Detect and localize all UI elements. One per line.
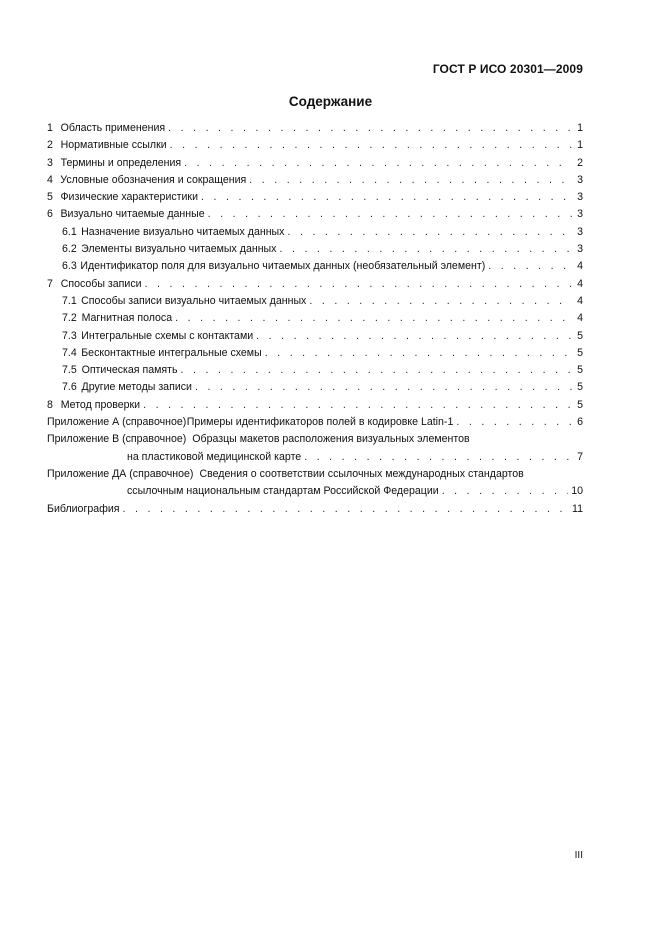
toc-label: Магнитная полоса bbox=[81, 312, 173, 325]
toc-entry-4[interactable] bbox=[47, 172, 583, 189]
dot-leader bbox=[145, 276, 572, 293]
toc-num: 4 bbox=[47, 173, 53, 186]
toc-num: 7 bbox=[47, 277, 53, 290]
toc-label: Физические характеристики bbox=[60, 191, 198, 204]
toc-label: Другие методы записи bbox=[81, 381, 192, 394]
toc-label: Метод проверки bbox=[60, 398, 141, 411]
toc-num: 6.3 bbox=[62, 260, 77, 273]
toc-label: Библиография bbox=[47, 502, 120, 515]
toc-num: 6 bbox=[47, 208, 53, 221]
toc-entry-7-4[interactable] bbox=[47, 345, 583, 362]
page-title: Содержание bbox=[288, 94, 373, 109]
toc-num: 6.2 bbox=[62, 243, 77, 256]
toc-page: 5 bbox=[577, 346, 583, 359]
dot-leader bbox=[184, 155, 572, 172]
toc-entry-7-2[interactable] bbox=[47, 310, 583, 327]
dot-leader bbox=[304, 449, 572, 466]
toc-label: Назначение визуально читаемых данных bbox=[81, 225, 285, 238]
toc-entry-7[interactable] bbox=[47, 276, 583, 293]
toc-page: 1 bbox=[577, 122, 583, 134]
dot-leader bbox=[181, 362, 573, 379]
toc-page: 6 bbox=[577, 416, 583, 429]
dot-leader bbox=[488, 258, 572, 275]
toc-page: 11 bbox=[572, 502, 583, 515]
table-of-contents bbox=[47, 120, 583, 518]
toc-num: 3 bbox=[47, 156, 53, 169]
appendix-prefix: Приложение ДА (справочное) bbox=[47, 467, 194, 480]
toc-label: Идентификатор поля для визуально читаемых данных (необязательный элемент) bbox=[80, 260, 486, 273]
toc-label: Интегральные схемы с контактами bbox=[81, 329, 254, 342]
toc-page: 4 bbox=[577, 277, 583, 290]
toc-num: 7.5 bbox=[62, 364, 77, 377]
dot-leader bbox=[201, 189, 572, 206]
toc-entry-6-1[interactable] bbox=[47, 224, 583, 241]
toc-page: 5 bbox=[577, 364, 583, 377]
toc-num: 7.4 bbox=[62, 346, 77, 359]
toc-label: Условные обозначения и сокращения bbox=[60, 173, 247, 186]
dot-leader bbox=[143, 397, 572, 414]
toc-entry-7-1[interactable] bbox=[47, 293, 583, 310]
dot-leader bbox=[175, 310, 572, 327]
dot-leader bbox=[456, 414, 572, 431]
toc-num: 8 bbox=[47, 398, 53, 411]
toc-label: Бесконтактные интегральные схемы bbox=[81, 346, 262, 359]
dot-leader bbox=[208, 206, 572, 223]
appendix-title-cont: ссылочным национальным стандартам Российской Федерации bbox=[127, 485, 439, 498]
toc-entry-2[interactable] bbox=[47, 137, 583, 154]
dot-leader bbox=[168, 120, 572, 137]
toc-num: 5 bbox=[47, 191, 53, 204]
toc-num: 1 bbox=[47, 122, 53, 134]
dot-leader bbox=[122, 501, 569, 518]
toc-label: Нормативные ссылки bbox=[60, 139, 167, 152]
page-number: III bbox=[574, 850, 583, 861]
toc-page: 10 bbox=[571, 485, 583, 498]
toc-appendix-b[interactable] bbox=[47, 431, 583, 466]
toc-page: 7 bbox=[577, 450, 583, 463]
dot-leader bbox=[249, 172, 572, 189]
toc-page: 3 bbox=[577, 191, 583, 204]
toc-entry-7-3[interactable] bbox=[47, 328, 583, 345]
document-id: ГОСТ Р ИСО 20301—2009 bbox=[432, 62, 583, 76]
dot-leader bbox=[287, 224, 572, 241]
toc-num: 2 bbox=[47, 139, 53, 152]
toc-bibliography[interactable] bbox=[47, 501, 583, 518]
appendix-prefix: Приложение В (справочное) bbox=[47, 433, 187, 446]
toc-appendix-da[interactable] bbox=[47, 466, 583, 501]
toc-label: Область применения bbox=[60, 122, 166, 134]
toc-page: 1 bbox=[577, 139, 583, 152]
toc-num: 6.1 bbox=[62, 225, 77, 238]
toc-entry-3[interactable] bbox=[47, 155, 583, 172]
toc-page: 2 bbox=[577, 156, 583, 169]
toc-page: 4 bbox=[577, 312, 583, 325]
toc-num: 7.1 bbox=[62, 294, 77, 307]
toc-page: 5 bbox=[577, 398, 583, 411]
toc-label: Способы записи bbox=[60, 277, 142, 290]
dot-leader bbox=[279, 241, 572, 258]
toc-num: 7.6 bbox=[62, 381, 77, 394]
toc-label: Визуально читаемые данные bbox=[60, 208, 205, 221]
dot-leader bbox=[442, 483, 569, 500]
toc-page: 4 bbox=[577, 294, 583, 307]
toc-num: 7.2 bbox=[62, 312, 77, 325]
appendix-title-cont: на пластиковой медицинской карте bbox=[127, 450, 302, 463]
dot-leader bbox=[265, 345, 572, 362]
toc-page: 3 bbox=[577, 225, 583, 238]
dot-leader bbox=[170, 137, 572, 154]
dot-leader bbox=[309, 293, 572, 310]
toc-entry-6-2[interactable] bbox=[47, 241, 583, 258]
toc-label: Способы записи визуально читаемых данных bbox=[81, 294, 307, 307]
toc-entry-5[interactable] bbox=[47, 189, 583, 206]
dot-leader bbox=[195, 379, 572, 396]
toc-entry-6[interactable] bbox=[47, 206, 583, 223]
toc-entry-8[interactable] bbox=[47, 397, 583, 414]
toc-page: 3 bbox=[577, 208, 583, 221]
toc-page: 4 bbox=[577, 260, 583, 273]
toc-label: Термины и определения bbox=[60, 156, 182, 169]
toc-appendix-a[interactable] bbox=[47, 414, 583, 431]
toc-page: 5 bbox=[577, 381, 583, 394]
toc-entry-7-5[interactable] bbox=[47, 362, 583, 379]
toc-label: Оптическая память bbox=[81, 364, 178, 377]
appendix-title: Примеры идентификаторов полей в кодировке Latin-1 bbox=[186, 416, 454, 429]
dot-leader bbox=[256, 328, 572, 345]
toc-page: 3 bbox=[577, 243, 583, 256]
appendix-title: Образцы макетов расположения визуальных элементов bbox=[192, 433, 470, 446]
appendix-prefix: Приложение А (справочное) bbox=[47, 416, 187, 429]
toc-entry-7-6[interactable] bbox=[47, 379, 583, 396]
toc-label: Элементы визуально читаемых данных bbox=[81, 243, 277, 256]
toc-num: 7.3 bbox=[62, 329, 77, 342]
toc-entry-1[interactable] bbox=[47, 120, 583, 137]
toc-entry-6-3[interactable] bbox=[47, 258, 583, 275]
toc-page: 3 bbox=[577, 173, 583, 186]
appendix-title: Сведения о соответствии ссылочных международных стандартов bbox=[199, 467, 524, 480]
toc-page: 5 bbox=[577, 329, 583, 342]
